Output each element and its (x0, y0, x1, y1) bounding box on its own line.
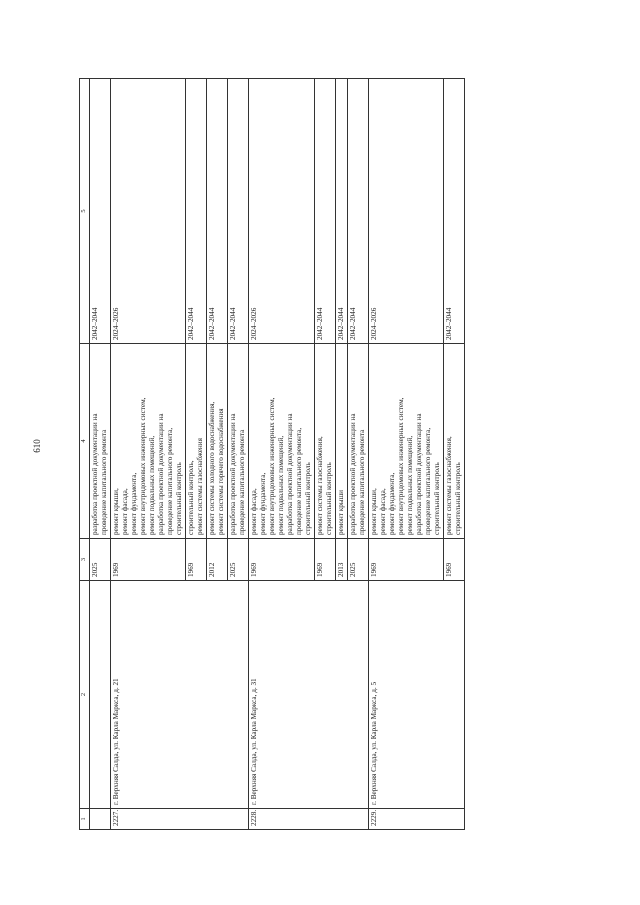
row-period: 2042–2044 (315, 79, 336, 344)
row-year: 1969 (186, 539, 207, 581)
row-work: ремонт фасада, ремонт фундамента, ремонт внутридомовых инженерных систем, ремонт подвальных помещений, разработка проектной документации на проведение капитального ремонта, строительный контроль (249, 344, 315, 539)
entry-num: 2229. (369, 809, 465, 830)
entry-address: г. Верхняя Салда, ул. Карла Маркса, д. 5 (369, 581, 465, 809)
entry-num: 2228. (249, 809, 369, 830)
row-year: 1969 (444, 539, 465, 581)
row-period: 2024–2026 (249, 79, 315, 344)
row-work: разработка проектной документации на проведение капитального ремонта (228, 344, 249, 539)
header-col-2: 2 (80, 581, 90, 809)
row-year: 1969 (111, 539, 186, 581)
row-period: 2042–2044 (228, 79, 249, 344)
continuation-row (90, 79, 111, 830)
repair-schedule-table (79, 78, 465, 830)
row-period: 2024–2026 (111, 79, 186, 344)
table-row (369, 79, 444, 830)
row-year: 2025 (228, 539, 249, 581)
row-work: ремонт системы газоснабжения, строительный контроль (444, 344, 465, 539)
row-year: 1969 (369, 539, 444, 581)
header-col-4: 4 (80, 344, 90, 539)
row-year: 1969 (315, 539, 336, 581)
page-number: 610 (31, 439, 42, 453)
row-work: строительный контроль, ремонт системы газоснабжения (186, 344, 207, 539)
table-row (249, 79, 315, 830)
row-work: ремонт системы газоснабжения, строительный контроль (315, 344, 336, 539)
row-year: 2013 (336, 539, 348, 581)
row-work: ремонт крыши (336, 344, 348, 539)
row-period: 2042–2044 (207, 79, 228, 344)
entry-address: г. Верхняя Салда, ул. Карла Маркса, д. 31 (249, 581, 369, 809)
entry-num: 2227. (111, 809, 249, 830)
row-year: 2012 (207, 539, 228, 581)
header-col-1: 1 (80, 809, 90, 830)
row-year: 1969 (249, 539, 315, 581)
table-row (111, 79, 186, 830)
header-row (80, 79, 90, 830)
continuation-address (90, 581, 111, 809)
row-period: 2042–2044 (348, 79, 369, 344)
row-year: 2025 (348, 539, 369, 581)
header-col-3: 3 (80, 539, 90, 581)
row-period: 2042–2044 (186, 79, 207, 344)
continuation-work: разработка проектной документации на проведение капитального ремонта (90, 344, 111, 539)
row-work: ремонт системы холодного водоснабжения, ремонт системы горячего водоснабжения (207, 344, 228, 539)
row-period: 2042–2044 (444, 79, 465, 344)
rotated-table-wrapper (79, 78, 565, 830)
entry-address: г. Верхняя Салда, ул. Карла Маркса, д. 21 (111, 581, 249, 809)
continuation-num (90, 809, 111, 830)
row-work: ремонт крыши, ремонт фасада, ремонт фундамента, ремонт внутридомовых инженерных систем, ремонт подвальных помещений, разработка проектной документации на проведение капитального ремонта, строительный контроль (369, 344, 444, 539)
continuation-period: 2042–2044 (90, 79, 111, 344)
continuation-year: 2025 (90, 539, 111, 581)
row-period: 2042–2044 (336, 79, 348, 344)
header-col-5: 5 (80, 79, 90, 344)
row-work: разработка проектной документации на проведение капитального ремонта (348, 344, 369, 539)
row-work: ремонт крыши, ремонт фасада, ремонт фундамента, ремонт внутридомовых инженерных систем, ремонт подвальных помещений, разработка проектной документации на проведение капитального ремонта, строительный контроль (111, 344, 186, 539)
row-period: 2024–2026 (369, 79, 444, 344)
